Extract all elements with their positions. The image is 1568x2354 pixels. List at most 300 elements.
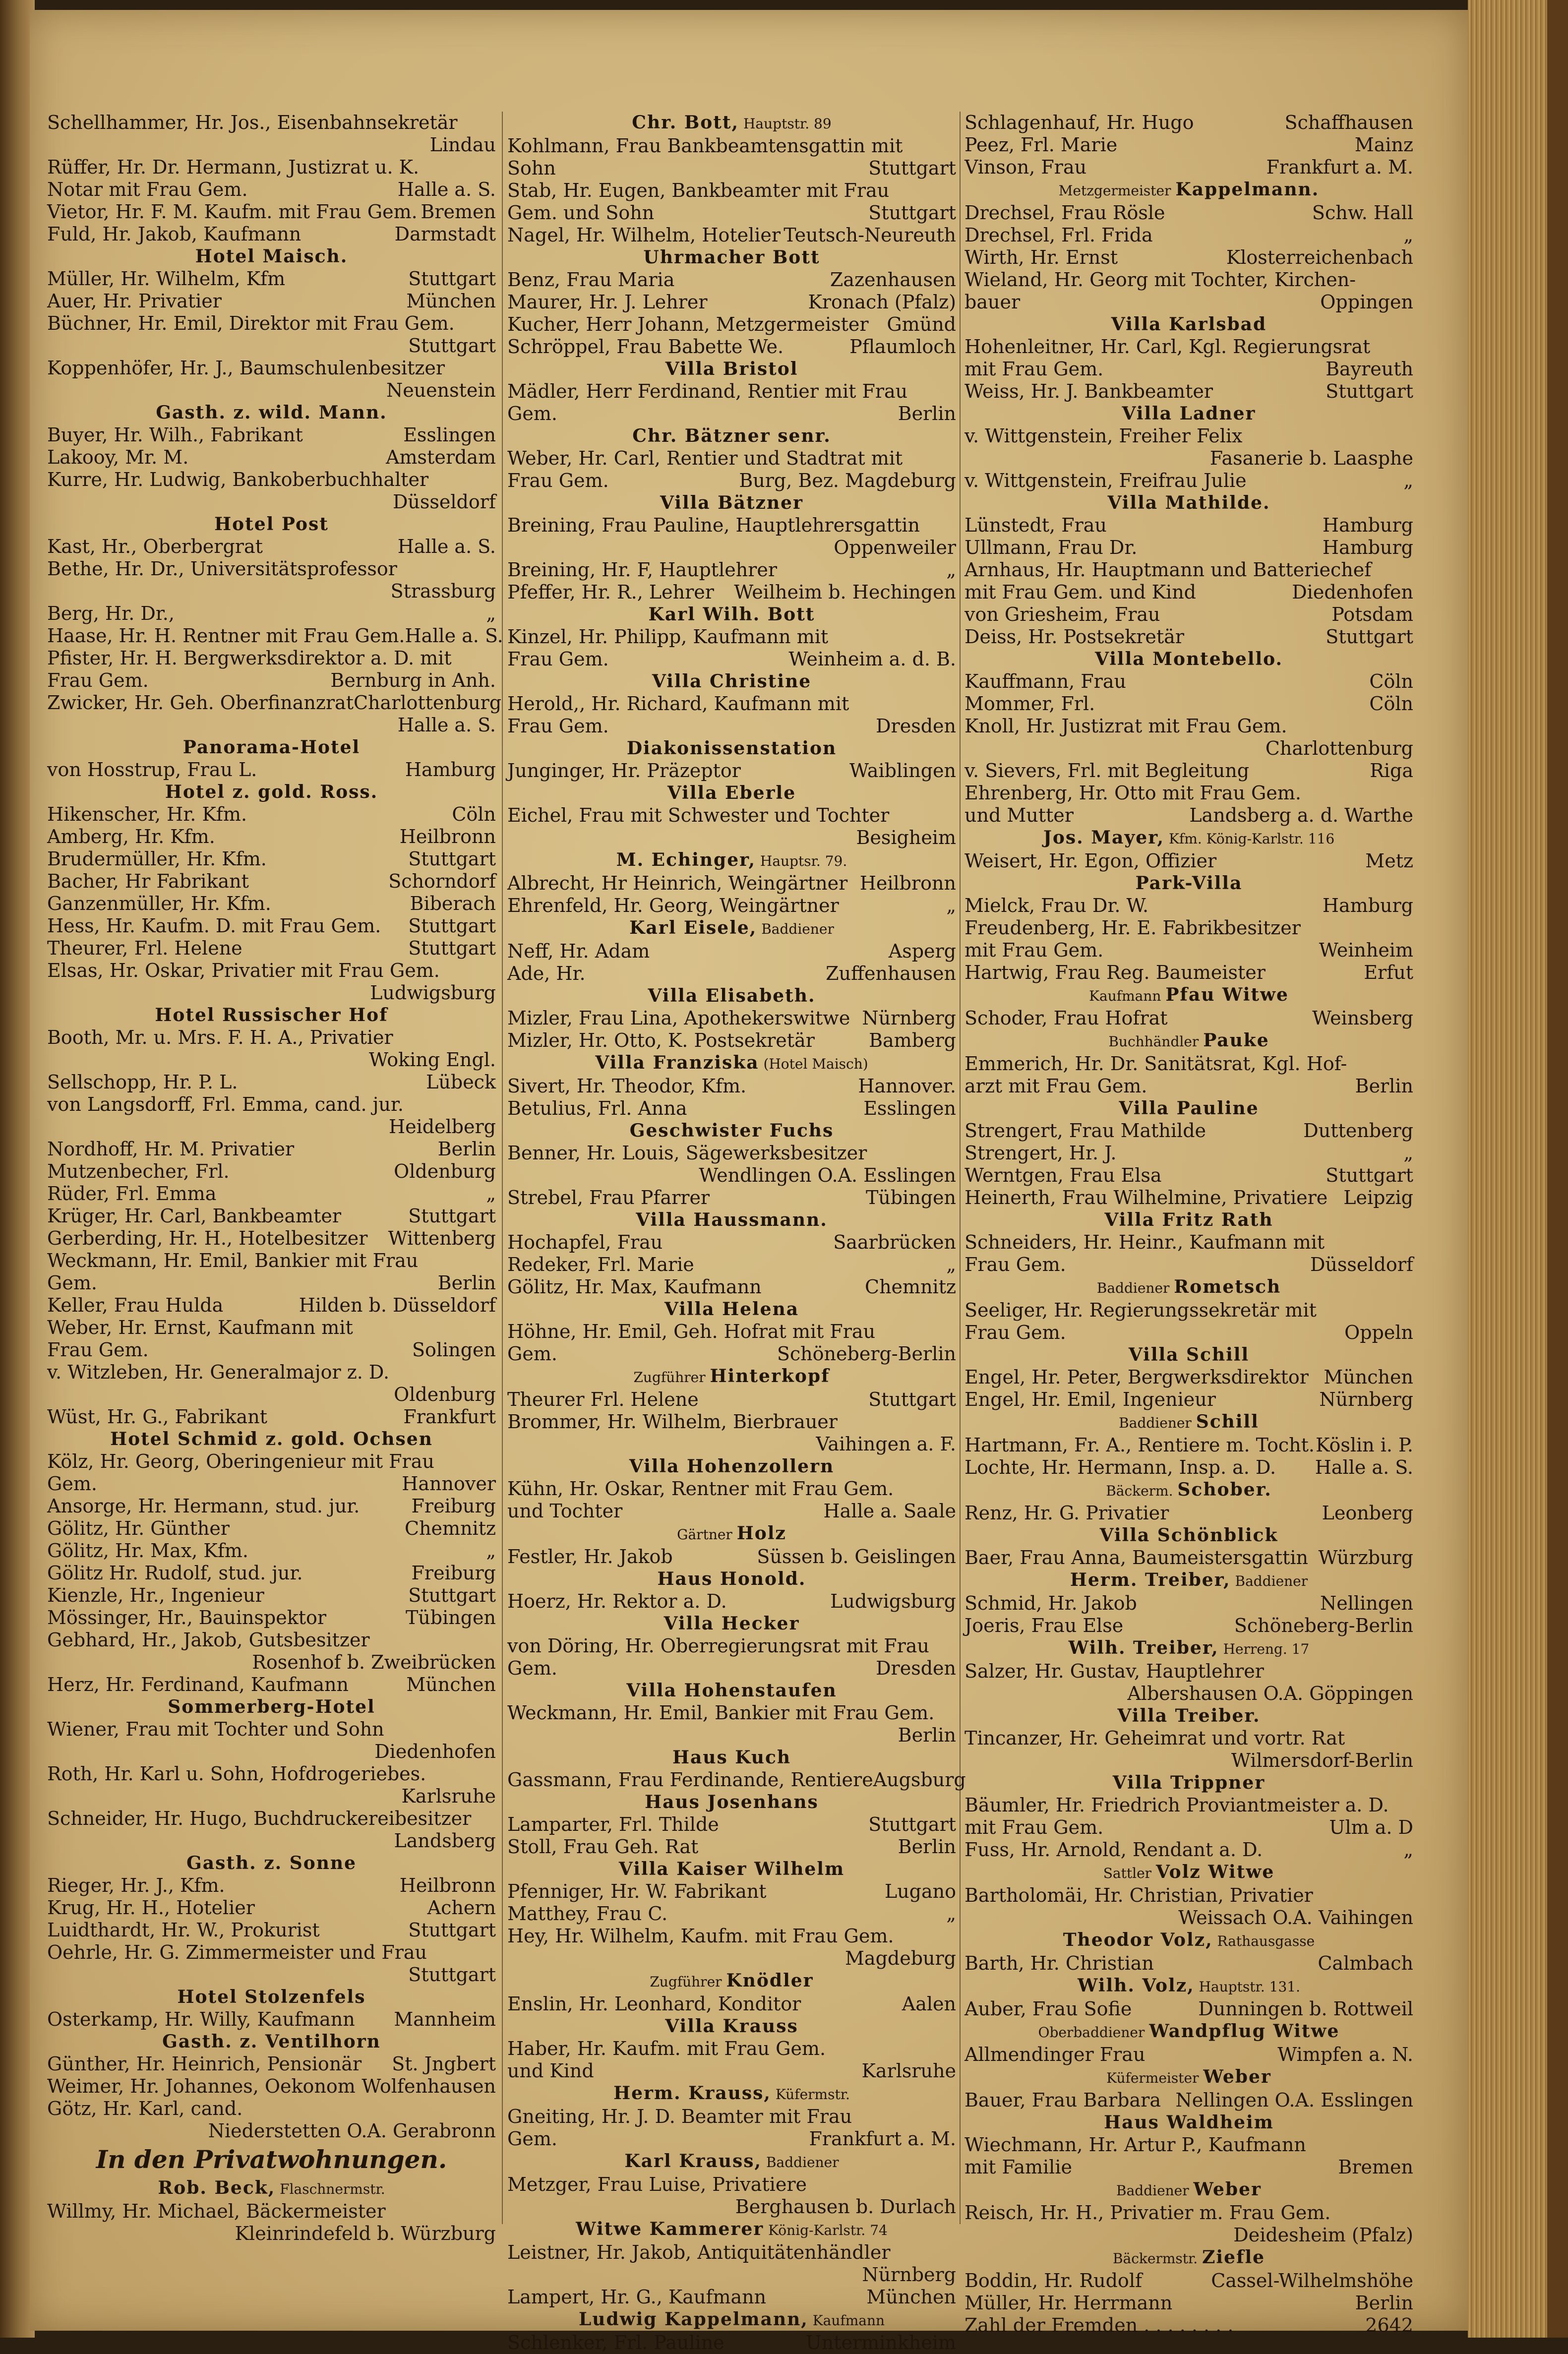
guest-entry: Schneiders, Hr. Heinr., Kaufmann mit (965, 1231, 1325, 1253)
guest-entry (965, 2089, 1413, 2112)
guest-entry: Freudenberg, Hr. E. Fabrikbesitzer (965, 917, 1301, 939)
lodging-heading (507, 1970, 956, 1993)
guest-origin: Bayreuth (1326, 358, 1413, 380)
guest-name: Sohn (507, 157, 556, 179)
guest-origin-line: Oppenweiler (834, 537, 956, 558)
guest-entry (507, 291, 956, 313)
guest-origin: Teutsch-Neureuth (784, 224, 956, 246)
heading-note: Rathausgasse (1212, 1933, 1315, 1949)
guest-entry: Herold,, Hr. Richard, Kaufmann mit (507, 693, 849, 715)
guest-origin: Hamburg (1322, 514, 1413, 536)
guest-origin: Bamberg (869, 1029, 956, 1051)
guest-name: Kast, Hr., Oberbergrat (47, 536, 263, 557)
guest-entry (47, 1294, 496, 1317)
heading-name: Knödler (726, 1970, 814, 1991)
guest-entry (507, 1075, 956, 1097)
guest-entry (965, 1007, 1413, 1029)
guest-origin: Stuttgart (408, 848, 496, 870)
guest-name: Notar mit Frau Gem. (47, 179, 248, 200)
guest-entry: Reisch, Hr. H., Privatier m. Frau Gem. (965, 2202, 1331, 2224)
guest-name: Gem. (47, 1473, 97, 1495)
guest-name: Auer, Hr. Privatier (47, 290, 222, 312)
guest-name: Lamparter, Frl. Thilde (507, 1813, 719, 1835)
guest-origin: „ (946, 1254, 956, 1275)
heading-note: Kfm. König-Karlstr. 116 (1164, 831, 1335, 847)
guest-entry (965, 112, 1413, 134)
guest-origin: München (866, 2286, 956, 2308)
lodging-heading (965, 1479, 1413, 1502)
lodging-heading (507, 670, 956, 693)
guest-entry (965, 1547, 1413, 1569)
guest-name: Boddin, Hr. Rudolf (965, 2270, 1143, 2292)
heading-name: Schober. (1177, 1479, 1272, 1500)
lodging-heading (47, 245, 496, 268)
lodging-heading (965, 1209, 1413, 1231)
heading-occupation: Küfermeister (1106, 2070, 1204, 2086)
guest-entry: Weckmann, Hr. Emil, Bankier mit Frau Gem. (507, 1702, 935, 1724)
guest-entry: Weber, Hr. Ernst, Kaufmann mit (47, 1317, 353, 1338)
guest-name: v. Wittgenstein, Freifrau Julie (965, 470, 1247, 491)
guest-entry (507, 1769, 966, 1791)
guest-origin: München (406, 290, 496, 312)
heading-occupation: Sattler (1103, 1865, 1156, 1881)
guest-name: Betulius, Frl. Anna (507, 1097, 687, 1119)
guest-origin: Heilbronn (399, 826, 496, 847)
guest-origin: „ (946, 895, 956, 916)
lodging-heading (965, 2112, 1413, 2134)
guest-name: Renz, Hr. G. Privatier (965, 1502, 1169, 1524)
guest-entry (965, 1254, 1413, 1276)
guest-origin: Aalen (902, 1993, 956, 2015)
heading-name: Volz Witwe (1155, 1862, 1275, 1882)
guest-origin: Bremen (421, 201, 496, 223)
guest-entry (965, 1456, 1413, 1479)
heading-name: Haus Kuch (672, 1747, 791, 1768)
heading-note: Baddiener (1230, 1573, 1308, 1589)
guest-entry (507, 1388, 956, 1411)
guest-entry (965, 2292, 1413, 2314)
guest-name: Schoder, Frau Hofrat (965, 1007, 1168, 1029)
guest-entry (965, 1164, 1413, 1187)
heading-name: Villa Krauss (665, 2016, 798, 2037)
guest-name: Rieger, Hr. J., Kfm. (47, 1874, 225, 1896)
guest-name: von Hosstrup, Frau L. (47, 759, 257, 781)
lodging-heading (965, 1097, 1413, 1120)
guest-entry: Hohenleitner, Hr. Carl, Kgl. Regierungsrat (965, 336, 1371, 358)
heading-note: König-Karlstr. 74 (764, 2222, 888, 2238)
guest-entry (507, 1880, 956, 1903)
column-3 (965, 112, 1413, 2337)
guest-entry (965, 1075, 1413, 1097)
guest-name: Krüger, Hr. Carl, Bankbeamter (47, 1205, 341, 1227)
guest-origin: Dresden (876, 1657, 956, 1679)
guest-origin: Dunningen b. Rottweil (1198, 1998, 1413, 2020)
lodging-heading (965, 179, 1413, 202)
guest-origin: Hilden b. Düsseldorf (299, 1294, 496, 1316)
heading-name: Witwe Kammerer (576, 2219, 764, 2239)
guest-origin: Halle a. Saale (823, 1500, 956, 1522)
heading-name: Haus Waldheim (1104, 2112, 1274, 2133)
guest-name: Schröppel, Frau Babette We. (507, 336, 784, 358)
lodging-heading (965, 2066, 1413, 2089)
guest-entry (965, 850, 1413, 872)
guest-origin: Stuttgart (408, 268, 496, 290)
guest-entry (47, 1674, 496, 1696)
guest-origin: Mainz (1354, 134, 1413, 156)
guest-entry (507, 1993, 956, 2015)
heading-name: Karl Wilh. Bott (648, 604, 815, 625)
guest-origin-line: Besigheim (856, 827, 956, 848)
guest-origin: Berlin (898, 403, 956, 424)
guest-name: Amberg, Hr. Kfm. (47, 826, 215, 847)
heading-name: Wandpflug Witwe (1149, 2021, 1340, 2042)
guest-name: Kienzle, Hr., Ingenieur (47, 1584, 264, 1606)
guest-name: Wüst, Hr. G., Fabrikant (47, 1406, 267, 1428)
guest-entry (965, 670, 1413, 693)
guest-entry: Bethe, Hr. Dr., Universitätsprofessor (47, 558, 397, 580)
guest-entry (507, 2332, 956, 2354)
guest-name: Rüder, Frl. Emma (47, 1183, 217, 1205)
guest-origin: Lugano (884, 1880, 956, 1902)
guest-origin: Berlin (1355, 2292, 1413, 2314)
guest-name: Deiss, Hr. Postsekretär (965, 626, 1184, 648)
guest-entry (965, 1120, 1413, 1142)
guest-origin: Cöln (1369, 670, 1413, 692)
guest-origin-line: Stuttgart (408, 1964, 496, 1986)
guest-origin: Leipzig (1343, 1187, 1413, 1208)
heading-name: Hotel Maisch. (195, 246, 348, 267)
guest-name: Hartwig, Frau Reg. Baumeister (965, 962, 1266, 983)
guest-entry: Wiechmann, Hr. Artur P., Kaufmann (965, 2134, 1306, 2156)
guest-origin: Stuttgart (408, 937, 496, 959)
guest-origin: Cassel-Wilhelmshöhe (1211, 2270, 1413, 2292)
guest-origin: Wolfenhausen (362, 2075, 496, 2097)
guest-name: Werntgen, Frau Elsa (965, 1164, 1162, 1186)
guest-origin: Riga (1370, 760, 1413, 782)
guest-name: Neff, Hr. Adam (507, 940, 650, 962)
heading-name: Diakonissenstation (626, 738, 837, 759)
guest-name: Gem. (507, 1657, 557, 1679)
guest-origin: Leonberg (1322, 1502, 1413, 1524)
guest-entry: Bartholomäi, Hr. Christian, Privatier (965, 1884, 1313, 1906)
guest-entry (507, 2286, 956, 2308)
guest-origin: Tübingen (865, 1187, 956, 1208)
heading-note: Herreng. 17 (1218, 1641, 1310, 1657)
guest-name: Gem. (507, 1343, 557, 1365)
guest-entry (507, 313, 956, 336)
guest-name: mit Familie (965, 2156, 1072, 2178)
guest-origin: „ (1403, 1142, 1413, 1164)
lodging-heading (507, 985, 956, 1007)
heading-occupation: Zugführer (633, 1369, 710, 1386)
heading-name: Panorama-Hotel (182, 737, 361, 758)
guest-origin: „ (486, 603, 496, 624)
heading-name: Pfau Witwe (1165, 984, 1289, 1005)
guest-name: Engel, Hr. Peter, Bergwerksdirektor (965, 1366, 1309, 1388)
lodging-heading (507, 782, 956, 804)
guest-entry: Willmy, Hr. Michael, Bäckermeister (47, 2200, 386, 2222)
guest-entry (965, 1322, 1413, 1344)
guest-entry (47, 1607, 496, 1629)
heading-occupation: Oberbaddiener (1038, 2024, 1149, 2041)
lodging-heading (965, 1929, 1413, 1952)
guest-entry (507, 1813, 956, 1836)
lodging-heading (507, 112, 956, 135)
guest-entry: Stab, Hr. Eugen, Bankbeamter mit Frau (507, 180, 890, 201)
lodging-heading (965, 313, 1413, 336)
guest-entry: Weckmann, Hr. Emil, Bankier mit Frau (47, 1250, 419, 1271)
guest-entry (47, 1517, 496, 1540)
guest-entry (47, 536, 496, 558)
column-1 (47, 112, 503, 2245)
guest-origin-line: Wilmersdorf-Berlin (1231, 1750, 1413, 1771)
guest-name: Zwicker, Hr. Geh. Oberfinanzrat (47, 692, 354, 714)
guest-entry: Metzger, Frau Luise, Privatiere (507, 2173, 807, 2195)
lodging-heading (507, 2308, 956, 2332)
guest-origin: Karlsruhe (861, 2060, 956, 2082)
lodging-heading (507, 604, 956, 626)
guest-origin: Nürnberg (862, 1007, 956, 1029)
guest-name: Gölitz, Hr. Günther (47, 1517, 230, 1539)
heading-occupation: Metzgermeister (1058, 182, 1176, 199)
guest-name: von Griesheim, Frau (965, 604, 1160, 625)
guest-entry: Weber, Hr. Carl, Rentier und Stadtrat mit (507, 447, 903, 469)
guest-name: Frau Gem. (965, 1322, 1066, 1343)
guest-origin: „ (1403, 224, 1413, 246)
guest-entry (965, 134, 1413, 156)
guest-origin: Achern (427, 1897, 496, 1919)
heading-note: Hauptstr. 89 (739, 116, 832, 132)
guest-entry: Salzer, Hr. Gustav, Hauptlehrer (965, 1660, 1264, 1682)
guest-origin: Hamburg (1322, 537, 1413, 558)
guest-origin: Frankfurt a. M. (1266, 156, 1413, 178)
lodging-heading (965, 1411, 1413, 1434)
guest-entry (965, 626, 1413, 648)
guest-name: Vietor, Hr. F. M. Kaufm. mit Frau Gem. (47, 201, 418, 223)
lodging-heading (507, 1791, 956, 1813)
guest-entry: Kinzel, Hr. Philipp, Kaufmann mit (507, 626, 829, 648)
guest-entry (965, 1388, 1413, 1411)
guest-entry (507, 1546, 956, 1568)
heading-occupation: Baddiener (1096, 1280, 1174, 1296)
guest-name: v. Sievers, Frl. mit Begleitung (965, 760, 1250, 782)
heading-name: Pauke (1203, 1030, 1269, 1051)
guest-entry: Kölz, Hr. Georg, Oberingenieur mit Frau (47, 1450, 434, 1472)
guest-name: Müller, Hr. Herrmann (965, 2292, 1173, 2314)
guest-origin-line: Neuenstein (386, 379, 496, 401)
heading-note: Flaschnermstr. (275, 2181, 385, 2197)
guest-origin: „ (1403, 1839, 1413, 1861)
guest-name: Strengert, Frau Mathilde (965, 1120, 1206, 1142)
guest-name: Sivert, Hr. Theodor, Kfm. (507, 1075, 747, 1097)
heading-name: Hotel z. gold. Ross. (165, 782, 378, 802)
guest-origin: Würzburg (1318, 1547, 1413, 1569)
guest-origin: Augsburg (873, 1769, 966, 1791)
guest-origin-line: Albershausen O.A. Göppingen (1127, 1683, 1413, 1704)
guest-name: Keller, Frau Hulda (47, 1294, 224, 1316)
guest-name: Bauer, Frau Barbara (965, 2089, 1161, 2111)
lodging-heading (507, 737, 956, 760)
guest-entry (47, 290, 496, 312)
guest-name: Osterkamp, Hr. Willy, Kaufmann (47, 2008, 355, 2030)
guest-entry (507, 872, 956, 895)
lodging-heading (47, 781, 496, 803)
guest-origin: Düsseldorf (1310, 1254, 1413, 1275)
guest-origin: Ulm a. D (1329, 1816, 1413, 1838)
heading-name: Villa Christine (652, 671, 812, 692)
guest-name: Luidthardt, Hr. W., Prokurist (47, 1919, 320, 1941)
guest-name: Strengert, Hr. J. (965, 1142, 1117, 1164)
guest-entry (507, 1657, 956, 1680)
heading-name: Villa Montebello. (1094, 649, 1283, 669)
guest-origin: Heilbronn (399, 1874, 496, 1896)
heading-occupation: Gärtner (677, 1526, 737, 1543)
guest-origin: St. Jngbert (392, 2053, 496, 2075)
guest-entry (47, 848, 496, 870)
lodging-heading (507, 2218, 956, 2241)
guest-name: Lakooy, Mr. M. (47, 446, 189, 468)
guest-entry: v. Witzleben, Hr. Generalmajor z. D. (47, 1361, 390, 1383)
guest-entry: Koppenhöfer, Hr. J., Baumschulenbesitzer (47, 357, 445, 379)
guest-entry (47, 692, 502, 714)
guest-name: Gem. (507, 403, 557, 424)
guest-entry (47, 2008, 496, 2031)
guest-origin: Oldenburg (394, 1160, 496, 1182)
guest-entry: Wieland, Hr. Georg mit Tochter, Kirchen- (965, 269, 1356, 291)
guest-entry (507, 1836, 956, 1858)
guest-entry: Roth, Hr. Karl u. Sohn, Hofdrogeriebes. (47, 1763, 426, 1785)
heading-name: Villa Trippner (1112, 1772, 1266, 1793)
guest-entry (507, 1903, 956, 1925)
guest-entry (965, 202, 1413, 224)
guest-origin: Oppeln (1344, 1322, 1413, 1343)
lodging-heading (965, 492, 1413, 514)
guest-origin: Süssen b. Geislingen (757, 1546, 956, 1568)
heading-name: Villa Ladner (1122, 403, 1256, 424)
guest-entry: Arnhaus, Hr. Hauptmann und Batteriechef (965, 559, 1372, 581)
heading-name: Gasth. z. Sonne (186, 1853, 357, 1873)
guest-origin: Solingen (412, 1339, 496, 1361)
guest-name: Lochte, Hr. Hermann, Insp. a. D. (965, 1456, 1276, 1478)
guest-origin: Schorndorf (388, 870, 496, 892)
heading-name: Wilh. Treiber, (1068, 1637, 1219, 1658)
heading-note: Küfermstr. (771, 2086, 850, 2103)
guest-origin: Stuttgart (1326, 380, 1413, 402)
guest-entry: Tincanzer, Hr. Geheimrat und vortr. Rat (965, 1727, 1345, 1749)
guest-entry (965, 1187, 1413, 1209)
lodging-heading (965, 827, 1413, 850)
guest-origin: Metz (1365, 850, 1413, 872)
guest-entry (47, 937, 496, 960)
heading-name: Villa Hohenzollern (629, 1456, 835, 1477)
guest-origin-line: Halle a. S. (397, 714, 496, 736)
guest-origin: Stuttgart (868, 202, 956, 224)
guest-origin: Landsberg a. d. Warthe (1189, 804, 1413, 826)
guest-origin: Stuttgart (868, 1388, 956, 1410)
guest-entry (47, 1406, 496, 1428)
guest-entry: Ehrenberg, Hr. Otto mit Frau Gem. (965, 782, 1301, 804)
guest-name: Pfeffer, Hr. R., Lehrer (507, 581, 714, 603)
guest-name: Wirth, Hr. Ernst (965, 246, 1118, 268)
guest-name: mit Frau Gem. (965, 1816, 1104, 1838)
heading-name: Villa Mathilde. (1107, 492, 1270, 513)
lodging-heading (47, 736, 496, 759)
guest-name: Schmid, Hr. Jakob (965, 1592, 1137, 1614)
heading-name: Chr. Bott, (632, 112, 739, 133)
guest-entry (507, 1276, 956, 1298)
guest-name: und Tochter (507, 1500, 623, 1522)
guest-name: Herz, Hr. Ferdinand, Kaufmann (47, 1674, 349, 1695)
guest-entry (507, 1590, 956, 1613)
guest-entry (965, 895, 1413, 917)
lodging-heading (507, 1298, 956, 1321)
heading-name: Holz (736, 1523, 786, 1544)
guest-name: Frau Gem. (47, 669, 149, 691)
guest-entry (965, 1366, 1413, 1388)
guest-entry (47, 1138, 496, 1160)
guest-entry (47, 1473, 496, 1495)
guest-entry: Brommer, Hr. Wilhelm, Bierbrauer (507, 1411, 838, 1433)
guest-origin: Darmstadt (394, 223, 496, 245)
lodging-heading (47, 1852, 496, 1874)
heading-name: Ziefle (1202, 2247, 1266, 2268)
guest-origin: Pflaumloch (849, 336, 956, 358)
guest-name: Theurer Frl. Helene (507, 1388, 699, 1410)
lodging-heading (507, 492, 956, 514)
guest-name: Weisert, Hr. Egon, Offizier (965, 850, 1217, 872)
guest-origin: Burg, Bez. Magdeburg (739, 470, 956, 491)
visitor-total-label: Zahl der Fremden . . . . . . . . (965, 2314, 1234, 2336)
guest-origin: Schöneberg-Berlin (777, 1343, 956, 1365)
guest-entry (965, 358, 1413, 380)
guest-name: Berg, Hr. Dr., (47, 603, 175, 624)
guest-name: Enslin, Hr. Leonhard, Konditor (507, 1993, 801, 2015)
heading-name: Villa Elisabeth. (648, 985, 816, 1006)
heading-occupation: Kaufmann (1089, 988, 1166, 1004)
guest-entry: Breining, Frau Pauline, Hauptlehrersgattin (507, 514, 920, 536)
guest-name: und Kind (507, 2060, 594, 2082)
guest-entry (47, 826, 496, 848)
guest-origin: Bremen (1338, 2156, 1413, 2178)
guest-entry (965, 224, 1413, 246)
heading-name: Uhrmacher Bott (643, 247, 820, 268)
guest-entry (507, 336, 956, 358)
guest-name: Drechsel, Frl. Frida (965, 224, 1153, 246)
heading-name: Villa Hohenstaufen (626, 1680, 837, 1701)
guest-name: Engel, Hr. Emil, Ingenieur (965, 1388, 1216, 1410)
guest-origin: Gmünd (887, 313, 956, 335)
guest-origin: Stuttgart (408, 1919, 496, 1941)
guest-entry (47, 759, 496, 781)
guest-entry (965, 581, 1413, 604)
guest-entry: Schellhammer, Hr. Jos., Eisenbahnsekretär (47, 112, 458, 133)
guest-entry (965, 693, 1413, 715)
lodging-heading (965, 1344, 1413, 1366)
guest-origin: Stuttgart (408, 915, 496, 937)
visitor-total (965, 2314, 1413, 2337)
guest-name: Sellschopp, Hr. P. L. (47, 1071, 238, 1093)
guest-origin: Schw. Hall (1312, 202, 1413, 224)
guest-origin-line: Weissach O.A. Vaihingen (1178, 1907, 1413, 1929)
guest-origin-line: Berlin (898, 1724, 956, 1746)
guest-entry (47, 893, 496, 915)
guest-entry (965, 1434, 1413, 1456)
lodging-heading (965, 1524, 1413, 1547)
guest-entry (47, 2053, 496, 2075)
guest-entry (507, 2060, 956, 2082)
heading-name: Rob. Beck, (158, 2177, 276, 2198)
guest-entry (47, 1562, 496, 1584)
